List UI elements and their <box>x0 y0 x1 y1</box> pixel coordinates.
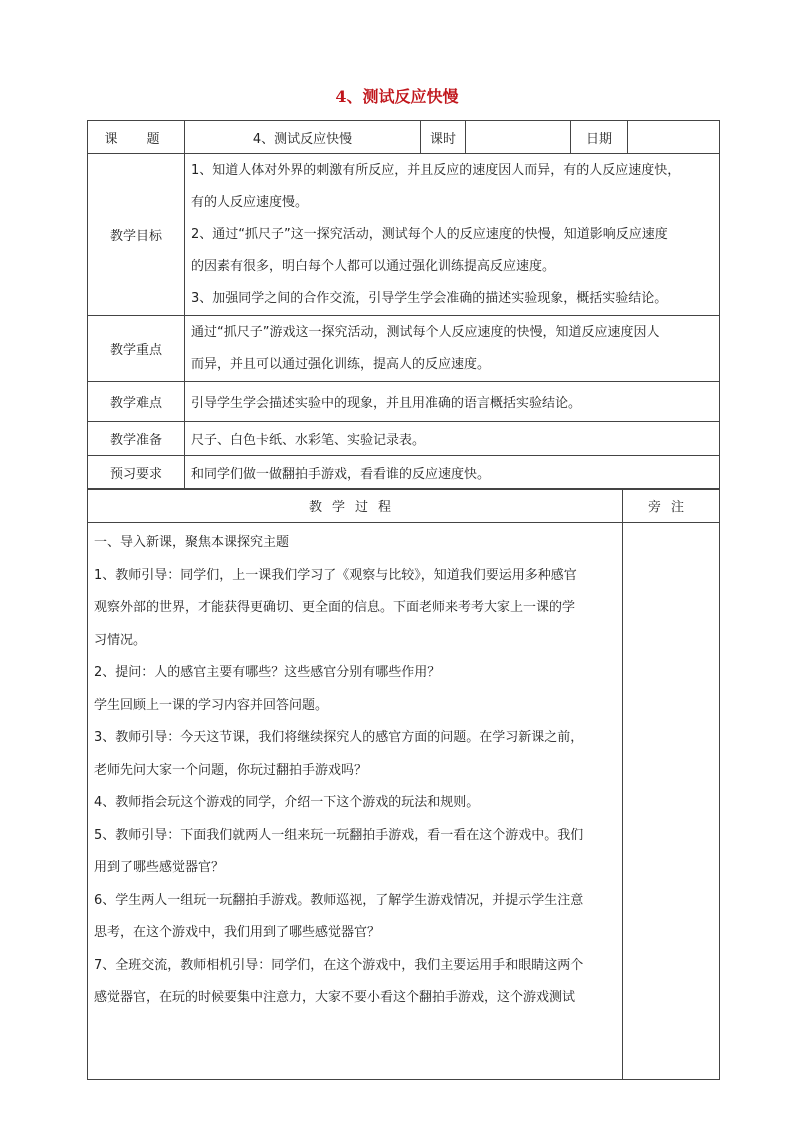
date-value <box>628 121 720 154</box>
page-title: 4、测试反应快慢 <box>335 87 459 106</box>
process-line: 6、学生两人一组玩一玩翻拍手游戏。教师巡视，了解学生游戏情况，并提示学生注意 <box>94 892 584 908</box>
preparation-row <box>88 422 720 456</box>
key-point-line: 通过“抓尺子”游戏这一探究活动，测试每个人反应速度的快慢，知道反应速度因人 <box>191 324 660 340</box>
process-line: 用到了哪些感觉器官？ <box>94 860 225 875</box>
period-label: 课时 <box>421 121 466 154</box>
process-line: 观察外部的世界，才能获得更确切、更全面的信息。下面老师来考考大家上一课的学 <box>94 600 576 615</box>
notes-content <box>623 523 720 1080</box>
period-value <box>466 121 571 154</box>
process-line: 7、全班交流，教师相机引导：同学们，在这个游戏中，我们主要运用手和眼睛这两个 <box>94 957 584 973</box>
process-line: 老师先问大家一个问题，你玩过翻拍手游戏吗？ <box>94 762 368 778</box>
key-points-content <box>185 316 720 382</box>
date-label: 日期 <box>571 121 628 154</box>
process-line: 1、教师引导：同学们，上一课我们学习了《观察与比较》，知道我们要运用多种感官 <box>94 567 577 583</box>
objectives-content <box>185 154 720 316</box>
preparation-content: 尺子、白色卡纸、水彩笔、实验记录表。 <box>185 422 720 456</box>
process-line: 4、教师指会玩这个游戏的同学，介绍一下这个游戏的玩法和规则。 <box>94 795 480 810</box>
process-header: 教学过程 <box>88 489 623 523</box>
course-value: 4、测试反应快慢 <box>185 121 421 154</box>
process-line: 5、教师引导：下面我们就两人一组来玩一玩翻拍手游戏，看一看在这个游戏中。我们 <box>94 827 584 843</box>
objectives-row <box>88 154 720 316</box>
teaching-process-table <box>87 488 720 1080</box>
process-line: 习情况。 <box>94 632 147 648</box>
process-line: 2、提问：人的感官主要有哪些？这些感官分别有哪些作用？ <box>94 665 441 680</box>
process-header-row <box>88 489 720 523</box>
key-point-line: 而异，并且可以通过强化训练，提高人的反应速度。 <box>191 356 491 372</box>
process-line: 学生回顾上一课的学习内容并回答问题。 <box>94 697 329 713</box>
course-row <box>88 121 720 154</box>
process-content <box>88 523 623 1080</box>
objective-line: 的因素有很多，明白每个人都可以通过强化训练提高反应速度。 <box>191 258 556 274</box>
process-line: 感觉器官，在玩的时候要集中注意力，大家不要小看这个翻拍手游戏，这个游戏测试 <box>94 990 576 1005</box>
notes-header: 旁注 <box>623 489 720 523</box>
objective-line: 1、知道人体对外界的刺激有所反应，并且反应的速度因人而异，有的人反应速度快， <box>191 162 681 178</box>
key-points-row <box>88 316 720 382</box>
difficulties-label: 教学难点 <box>88 382 185 422</box>
difficulties-row <box>88 382 720 422</box>
lesson-info-table <box>87 120 720 490</box>
process-body-row <box>88 523 720 1080</box>
difficulties-content: 引导学生学会描述实验中的现象，并且用准确的语言概括实验结论。 <box>185 382 720 422</box>
objective-line: 3、加强同学之间的合作交流，引导学生学会准确的描述实验现象，概括实验结论。 <box>191 290 668 306</box>
process-line: 3、教师引导：今天这节课，我们将继续探究人的感官方面的问题。在学习新课之前， <box>94 730 584 745</box>
objectives-label: 教学目标 <box>88 154 185 316</box>
key-points-label: 教学重点 <box>88 316 185 382</box>
preparation-label: 教学准备 <box>88 422 185 456</box>
preview-content: 和同学们做一做翻拍手游戏，看看谁的反应速度快。 <box>185 456 720 490</box>
course-label: 课 题 <box>88 121 185 154</box>
process-line: 一、导入新课，聚焦本课探究主题 <box>94 535 290 550</box>
preview-label: 预习要求 <box>88 456 185 490</box>
objective-line: 2、通过“抓尺子”这一探究活动，测试每个人的反应速度的快慢，知道影响反应速度 <box>191 226 668 242</box>
preview-row <box>88 456 720 490</box>
process-line: 思考，在这个游戏中，我们用到了哪些感觉器官？ <box>94 925 381 940</box>
objective-line: 有的人反应速度慢。 <box>191 194 309 210</box>
